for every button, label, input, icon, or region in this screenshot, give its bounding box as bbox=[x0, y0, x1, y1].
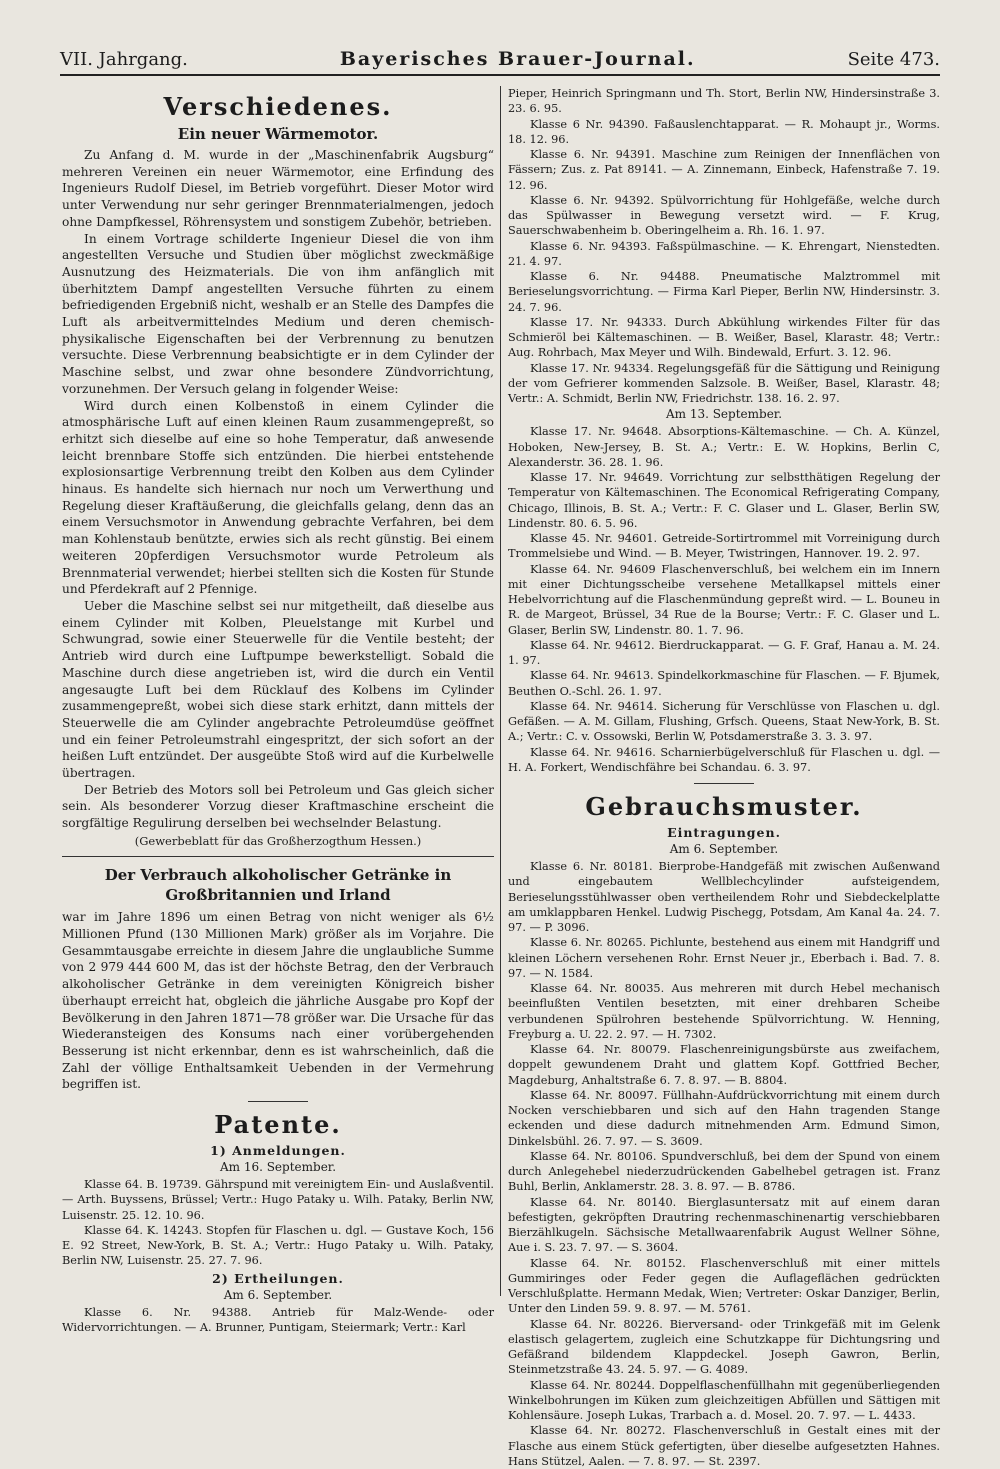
date-line: Am 16. September. bbox=[219, 1160, 337, 1175]
paragraph: Zu Anfang d. M. wurde in der „Maschinenfabrik Augsburg“ mehreren Vereinen ein neuer Wärmemotor, eine Erfindung des Ingenieurs Rudolf Diesel, im Betrieb vorgeführt. Dieser Motor wird unter Verwendung nur sehr geringer Brennmaterialmengen, jedoch ohne Dampfkessel, Röhrensystem und sonstigem Zubehör, betrieben. bbox=[62, 148, 494, 229]
patent-entry: Klasse 64. K. 14243. Stopfen für Flaschen u. dgl. — Gustave Koch, 156 E. 92 Street, New-York, B. St. A.; Vertr.: Hugo Pataky u. Wilh. Pataky, Berlin NW, Luisenstr. 25. 27. 7. 96. bbox=[62, 1223, 494, 1268]
patent-entry: Klasse 6. Nr. 94393. Faßspülmaschine. — K. Ehrengart, Nienstedten. 21. 4. 97. bbox=[508, 239, 940, 268]
utility-model-entry: Klasse 64. Nr. 80140. Bierglasuntersatz mit auf einem daran befestigten, gekröpften Drautring rechenmaschinenartig verschiebbaren Bierzählkugeln. Sächsische Metallwaarenfabrik August Wellner Söhne, Aue i. S. 23. 7. 97. — S. 3604. bbox=[508, 1195, 940, 1255]
patent-entry: Klasse 6. Nr. 94388. Antrieb für Malz-Wende- oder Widervorrichtungen. — A. Brunner, Puntigam, Steiermark; Vertr.: Karl bbox=[62, 1305, 494, 1334]
separator-rule bbox=[62, 856, 494, 857]
patent-entry: Klasse 64. Nr. 94614. Sicherung für Verschlüsse von Flaschen u. dgl. Gefäßen. — A. M. Gillam, Flushing, Grfsch. Queens, Staat New-York, B. St. A.; Vertr.: C. v. Ossowski, Berlin W, Potsdamerstraße 3. 3. 3. 97. bbox=[508, 699, 940, 744]
utility-model-entry: Klasse 64. Nr. 80035. Aus mehreren mit durch Hebel mechanisch beeinflußten Ventilen besetzten, mit einer drehbaren Scheibe verbundenen Spülrohren bestehende Spülvorrichtung. W. Henning, Freyburg a. U. 22. 2. 97. — H. 7302. bbox=[508, 982, 940, 1041]
subheading-ertheilungen: 2) Ertheilungen. bbox=[212, 1270, 344, 1286]
utility-model-entry: Klasse 64. Nr. 80244. Doppelflaschenfüllhahn mit gegenüberliegenden Winkelbohrungen im Küken zum gleichzeitigen Abfüllen und Sättigen mit Kohlensäure. Joseph Lukas, Trarbach a. d. Mosel. 20. 7. 97. — L. 4433. bbox=[508, 1378, 940, 1422]
utility-model-entry: Klasse 64. Nr. 80226. Bierversand- oder Trinkgefäß mit im Gelenk elastisch gelagertem, zugleich eine Schutzkappe für Dichtungsring und Gefäßrand bildendem Klappdeckel. Joseph Gawron, Berlin, Steinmetzstraße 43. 24. 5. 97. — G. 4089. bbox=[508, 1317, 940, 1377]
paragraph: In einem Vortrage schilderte Ingenieur Diesel die von ihm angestellten Versuche und Studien über möglichst zweckmäßige Ausnutzung des Heizmaterials. Die von ihm anfänglich mit überhitztem Dampf angestellten Versuche führten zu einem befriedigenden Ergebniß nicht, weshalb er an Stelle des Dampfes die Luft als arbeitvermittelndes Medium und deren chemisch-physikalische Eigenschaften bei der Verbrennung zu benutzen versuchte. Diese Verbrennung beabsichtigte er in dem Cylinder der Maschine selbst, und zwar ohne besondere Zündvorrichtung, vorzunehmen. Der Versuch gelang in folgender Weise: bbox=[62, 231, 494, 396]
patent-entry: Klasse 64. Nr. 94609 Flaschenverschluß, bei welchem ein im Innern mit einer Dichtungsscheibe versehene Metallkapsel mittels einer Hebelvorrichtung auf die Flaschenmündung gepreßt wird. — L. Bouneu in R. de Margeot, Brüssel, 34 Rue de la Bourse; Vertr.: F. C. Glaser und L. Glaser, Berlin SW, Lindenstr. 80. 1. 7. 96. bbox=[508, 562, 940, 637]
utility-model-entry: Klasse 64. Nr. 80106. Spundverschluß, bei dem der Spund von einem durch Anlegehebel niederzudrückenden Gabelhebel getragen ist. Franz Buhl, Berlin, Anklamerstr. 28. 3. 8. 97. — B. 8786. bbox=[508, 1149, 940, 1194]
section-heading-patente: Patente. bbox=[214, 1110, 342, 1140]
article-heading-verbrauch: Der Verbrauch alkoholischer Getränke in Großbritannien und Irland bbox=[104, 865, 452, 905]
right-column bbox=[508, 86, 940, 1469]
paragraph: Ueber die Maschine selbst sei nur mitgetheilt, daß dieselbe aus einem Cylinder mit Kolben, Pleuelstange mit Kurbel und Schwungrad, sowie einer Steuerwelle für die Ventile besteht; der Antrieb wird durch eine Luftpumpe bewerkstelligt. Sobald die Maschine durch diese angetrieben ist, wird die durch ein Ventil angesaugte Luft bei dem Rücklauf des Kolbens im Cylinder zusammengepreßt, wobei sich diese stark erhitzt, dann mittels der Steuerwelle die am Cylinder angebrachte Petroleumdüse geöffnet und ein feiner Petroleumstrahl eingespritzt, der sich sofort an der heißen Luft entzündet. Der ausgeübte Stoß wird auf die Kurbelwelle übertragen. bbox=[62, 598, 494, 781]
left-column bbox=[62, 86, 494, 1335]
patent-entry: Klasse 6. Nr. 94488. Pneumatische Malztrommel mit Berieselungsvorrichtung. — Firma Karl Pieper, Berlin NW, Hindersinstr. 3. 24. 7. 96. bbox=[508, 270, 940, 314]
utility-model-entry: Klasse 6. Nr. 80181. Bierprobe-Handgefäß mit zwischen Außenwand und eingebautem Wellblechcylinder aufsteigendem, Berieselungsstühlwasser oben vertheilendem Rohr und Siebdeckelplatte am umklappbaren Henkel. Ludwig Pischegg, Potsdam, Am Kanal 4a. 24. 7. 97. — P. 3096. bbox=[508, 860, 940, 934]
utility-model-entry: Klasse 64. Nr. 80272. Flaschenverschluß in Gestalt eines mit der Flasche aus einem Stück gefertigten, über dieselbe aufgesetzten Hahnes. Hans Stützel, Aalen. — 7. 8. 97. — St. 2397. bbox=[508, 1424, 940, 1468]
section-heading-gebrauchsmuster: Gebrauchsmuster. bbox=[585, 792, 863, 821]
source-note: (Gewerbeblatt für das Großherzogthum Hessen.) bbox=[134, 833, 422, 848]
patent-entry: Klasse 64. Nr. 94613. Spindelkorkmaschine für Flaschen. — F. Bjumek, Beuthen O.-Schl. 26. 1. 97. bbox=[508, 669, 940, 698]
patent-entry: Klasse 6 Nr. 94390. Faßauslenchtapparat. — R. Mohaupt jr., Worms. 18. 12. 96. bbox=[508, 117, 940, 146]
section-heading-verschiedenes: Verschiedenes. bbox=[163, 92, 393, 121]
date-line: Am 13. September. bbox=[665, 407, 783, 422]
separator-rule bbox=[694, 783, 754, 784]
date-line: Am 6. September. bbox=[223, 1287, 333, 1302]
patent-entry: Klasse 64. B. 19739. Gährspund mit vereinigtem Ein- und Auslaßventil. — Arth. Buyssens, Brüssel; Vertr.: Hugo Pataky u. Wilh. Pataky, Berlin NW, Luisenstr. 25. 12. 10. 96. bbox=[62, 1178, 494, 1222]
patent-entry: Klasse 64. Nr. 94612. Bierdruckapparat. — G. F. Graf, Hanau a. M. 24. 1. 97. bbox=[508, 638, 940, 667]
patent-entry: Pieper, Heinrich Springmann und Th. Stort, Berlin NW, Hindersinstraße 3. 23. 6. 95. bbox=[508, 87, 940, 116]
volume-label: VII. Jahrgang. bbox=[60, 48, 188, 70]
patent-entry: Klasse 6. Nr. 94391. Maschine zum Reinigen der Innenflächen von Fässern; Zus. z. Pat 89141. — A. Zinnemann, Einbeck, Hafenstraße 7. 19. 12. 96. bbox=[508, 148, 940, 192]
utility-model-entry: Klasse 6. Nr. 80265. Pichlunte, bestehend aus einem mit Handgriff und kleinen Löchern versehenen Rohr. Ernst Neuer jr., Eberbach i. Bad. 7. 8. 97. — N. 1584. bbox=[508, 936, 940, 980]
patent-entry: Klasse 17. Nr. 94648. Absorptions-Kältemaschine. — Ch. A. Künzel, Hoboken, New-Jersey, B. St. A.; Vertr.: E. W. Hopkins, Berlin C, Alexanderstr. 36. 28. 1. 96. bbox=[508, 425, 940, 469]
paragraph: Wird durch einen Kolbenstoß in einem Cylinder die atmosphärische Luft auf einen kleinen Raum zusammengepreßt, so erhitzt sich dieselbe auf eine so hohe Temperatur, daß anwesende leicht brennbare Stoffe sich entzünden. Die hierbei entstehende explosionsartige Verbrennung treibt den Kolben aus dem Cylinder hinaus. Es handelte sich hiernach nur noch um Verwerthung und Regelung dieser Kraftäußerung, die gleichfalls gelang, denn das an einem Versuchsmotor in Anwendung gebrachte Verfahren, bei dem man Kohlenstaub benützte, erwies sich als recht günstig. Bei einem weiteren 20pferdigen Versuchsmotor wurde Petroleum als Brennmaterial verwendet; hierbei stellten sich die Kosten für Stunde und Pferdekraft auf 2 Pfennige. bbox=[62, 398, 494, 597]
patent-entry: Klasse 17. Nr. 94334. Regelungsgefäß für die Sättigung und Reinigung der vom Gefrierer kommenden Salzsole. B. Weißer, Basel, Klarastr. 48; Vertr.: A. Schmidt, Berlin NW, Friedrichstr. 138. 16. 2. 97. bbox=[508, 361, 940, 405]
subheading-anmeldungen: 1) Anmeldungen. bbox=[210, 1143, 346, 1159]
subheading-eintragungen: Eintragungen. bbox=[667, 825, 781, 840]
patent-entry: Klasse 17. Nr. 94649. Vorrichtung zur selbstthätigen Regelung der Temperatur von Kältemaschinen. The Economical Refrigerating Company, Chicago, Illinois, B. St. A.; Vertr.: F. C. Glaser und L. Glaser, Berlin SW, Lindenstr. 80. 6. 5. 96. bbox=[508, 471, 940, 530]
patent-entry: Klasse 45. Nr. 94601. Getreide-Sortirtrommel mit Vorreinigung durch Trommelsiebe und Wind. — B. Meyer, Twistringen, Hannover. 19. 2. 97. bbox=[508, 532, 940, 561]
article-heading-motor: Ein neuer Wärmemotor. bbox=[177, 125, 379, 143]
utility-model-entry: Klasse 64. Nr. 80079. Flaschenreinigungsbürste aus zweifachem, doppelt gewundenem Draht und glattem Kopf. Gottfried Becher, Magdeburg, Anhaltstraße 6. 7. 8. 97. — B. 8804. bbox=[508, 1043, 940, 1087]
page-header bbox=[60, 44, 940, 76]
patent-entry: Klasse 6. Nr. 94392. Spülvorrichtung für Hohlgefäße, welche durch das Spülwasser in Bewegung versetzt wird. — F. Krug, Sauerschwabenheim b. Oberingelheim a. Rh. 16. 1. 97. bbox=[508, 193, 940, 238]
patent-entry: Klasse 17. Nr. 94333. Durch Abkühlung wirkendes Filter für das Schmieröl bei Kältemaschinen. — B. Weißer, Basel, Klarastr. 48; Vertr.: Aug. Rohrbach, Max Meyer und Wilh. Bindewald, Erfurt. 3. 12. 96. bbox=[508, 315, 940, 360]
journal-title: Bayerisches Brauer-Journal. bbox=[339, 48, 696, 70]
utility-model-entry: Klasse 64. Nr. 80097. Füllhahn-Aufdrückvorrichtung mit einem durch Nocken verschiebbaren und sich auf den Hahn tragenden Stange eckenden und diese dadurch mitnehmenden Arm. Edmund Simon, Dinkelsbühl. 26. 7. 97. — S. 3609. bbox=[508, 1088, 940, 1148]
page-number: Seite 473. bbox=[847, 48, 940, 70]
separator-rule bbox=[248, 1101, 308, 1102]
patent-entry: Klasse 64. Nr. 94616. Scharnierbügelverschluß für Flaschen u. dgl. — H. A. Forkert, Wendischfähre bei Schandau. 6. 3. 97. bbox=[508, 745, 940, 774]
paragraph: war im Jahre 1896 um einen Betrag von nicht weniger als 6½ Millionen Pfund (130 Millionen Mark) größer als im Vorjahre. Die Gesammtausgabe erreichte in diesem Jahre die unglaubliche Summe von 2 979 444 600 M, das ist der höchste Betrag, den der Verbrauch alkoholischer Getränke in dem vereinigten Königreich bisher überhaupt erreicht hat, obgleich die jährliche Ausgabe pro Kopf der Bevölkerung in den Jahren 1871—78 größer war. Die Ursache für das Wiederansteigen des Konsums nach einer vorübergehenden Besserung ist nicht erkennbar, denn es ist wahrscheinlich, daß die Zahl der völlige Enthaltsamkeit Uebenden in der Vermehrung begriffen ist. bbox=[62, 910, 494, 1092]
column-divider bbox=[500, 86, 501, 1296]
paragraph: Der Betrieb des Motors soll bei Petroleum und Gas gleich sicher sein. Als besonderer Vorzug dieser Kraftmaschine erscheint die sorgfältige Regulirung derselben bei wechselnder Belastung. bbox=[62, 782, 494, 831]
utility-model-entry: Klasse 64. Nr. 80152. Flaschenverschluß mit einer mittels Gummiringes oder Feder gegen die Auflageflächen gedrückten Verschlußplatte. Hermann Medak, Wien; Vertreter: Oskar Danziger, Berlin, Unter den Linden 59. 9. 8. 97. — M. 5761. bbox=[508, 1256, 940, 1316]
date-line: Am 6. September. bbox=[669, 842, 779, 856]
